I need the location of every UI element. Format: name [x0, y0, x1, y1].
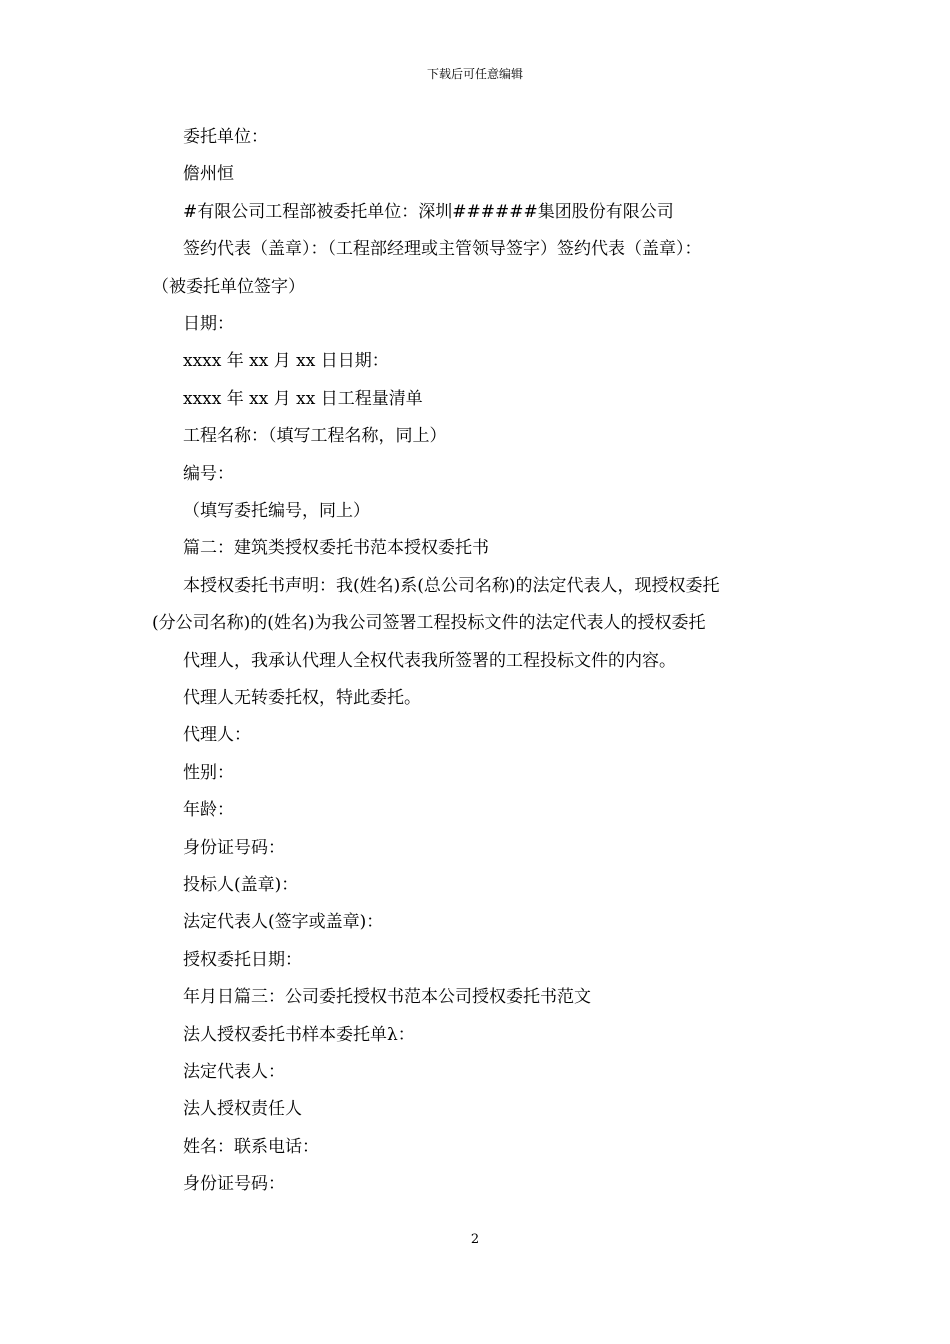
text-line: xxxx 年 xx 月 xx 日工程量清单	[183, 389, 423, 409]
text-line: 篇二：建筑类授权委托书范本授权委托书	[183, 538, 489, 558]
text-line: 身份证号码：	[183, 838, 285, 858]
text-line: 代理人：	[183, 725, 251, 745]
text-line: 委托单位：	[183, 127, 268, 147]
text-line: 投标人(盖章)：	[183, 875, 299, 895]
text-line: 身份证号码：	[183, 1174, 285, 1194]
text-line: 本授权委托书声明：我(姓名)系(总公司名称)的法定代表人，现授权委托	[183, 576, 720, 596]
text-line: #有限公司工程部被委托单位：深圳######集团股份有限公司	[183, 202, 674, 222]
text-line: 日期：	[183, 314, 234, 334]
text-line: 编号：	[183, 464, 234, 484]
text-line: 代理人无转委托权，特此委托。	[183, 688, 421, 708]
text-line: 姓名：联系电话：	[183, 1137, 319, 1157]
page-number: 2	[470, 1232, 480, 1247]
text-line: 年龄：	[183, 800, 234, 820]
text-line: 法人授权责任人	[183, 1099, 302, 1119]
text-line: 儋州恒	[183, 164, 234, 184]
text-line: 代理人，我承认代理人全权代表我所签署的工程投标文件的内容。	[183, 651, 676, 671]
text-line: 法定代表人：	[183, 1062, 285, 1082]
text-line: xxxx 年 xx 月 xx 日日期：	[183, 351, 389, 371]
text-line: 法人授权委托书样本委托单λ：	[183, 1025, 415, 1045]
text-line: 签约代表（盖章）：（工程部经理或主管领导签字）签约代表（盖章）：	[183, 239, 702, 259]
text-line: 授权委托日期：	[183, 950, 302, 970]
text-line: (分公司名称)的(姓名)为我公司签署工程投标文件的法定代表人的授权委托	[152, 613, 706, 633]
text-line: （被委托单位签字）	[152, 277, 305, 297]
text-line: 性别：	[183, 763, 234, 783]
text-line: 年月日篇三：公司委托授权书范本公司授权委托书范文	[183, 987, 591, 1007]
text-line: 工程名称：（填写工程名称，同上）	[183, 426, 447, 446]
text-line: （填写委托编号，同上）	[183, 501, 370, 521]
text-line: 法定代表人(签字或盖章)：	[183, 912, 384, 932]
page-header: 下载后可任意编辑	[426, 67, 523, 81]
